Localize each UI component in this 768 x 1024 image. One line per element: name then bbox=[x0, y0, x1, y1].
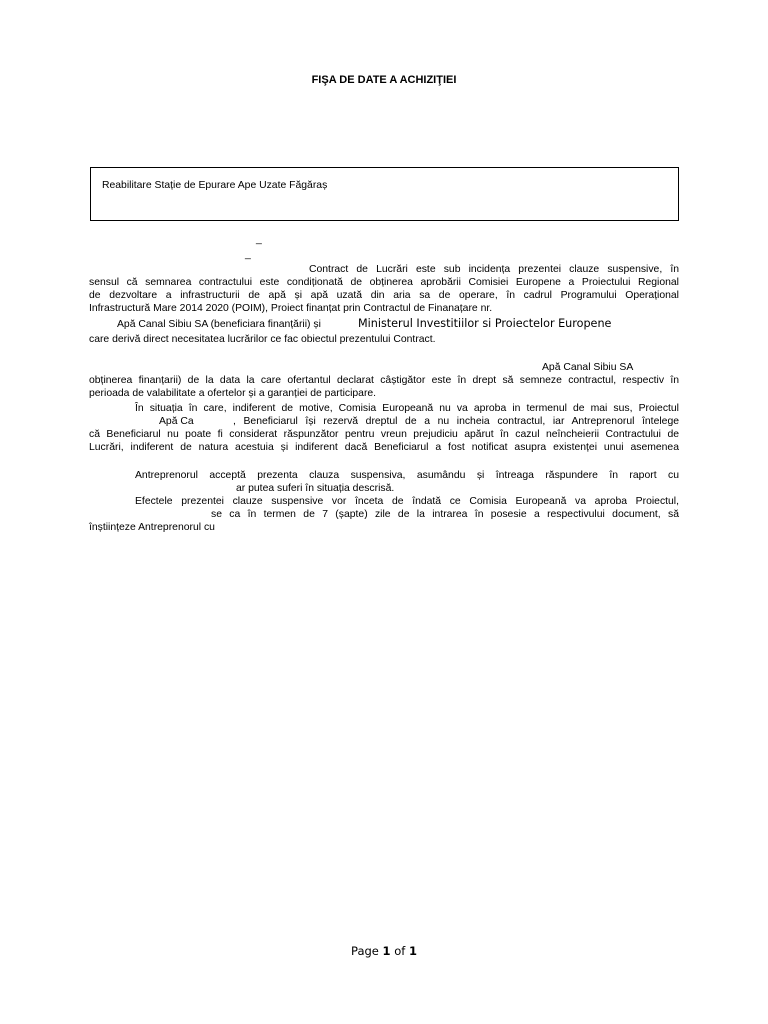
text-line-4: Infrastructură Mare 2014 2020 (POIM), Proiect finanțat prin Contractul de Finanațare nr. bbox=[89, 303, 493, 314]
text-line-8: obținerea finanțarii) de la data la care ofertantul declarat câștigător este în drept să semneze contractul, respectiv în bbox=[89, 375, 679, 386]
text-line-11b: , Beneficiarul își rezervă dreptul de a nu incheia contractul, iar Antreprenorul întelege bbox=[233, 416, 679, 427]
footer-page-number: 1 bbox=[382, 944, 391, 958]
text-line-18: înștiințeze Antreprenorul cu bbox=[89, 522, 215, 533]
page-title: FIŞA DE DATE A ACHIZIŢIEI bbox=[311, 74, 457, 86]
text-line-15: ar putea suferi în situația descrisă. bbox=[236, 483, 395, 494]
text-line-6: care derivă direct necesitatea lucrărilor ce fac obiectul prezentului Contract. bbox=[89, 334, 436, 345]
text-line-3: de dezvoltare a infrastructurii de apă și apă uzată din aria sa de operare, în cadrul Programului Operațional bbox=[89, 290, 679, 301]
beneficiary-name: Apă Canal Sibiu SA bbox=[542, 362, 634, 373]
footer-of-word: of bbox=[394, 944, 406, 958]
text-line-9: perioada de valabilitate a ofertelor și a garanției de participare. bbox=[89, 388, 377, 399]
blank-dash-1: _ bbox=[256, 234, 262, 245]
footer-page-word: Page bbox=[351, 944, 379, 958]
text-line-13: Lucrări, indiferent de natura acestuia și indiferent dacă Beneficiarul a fost notificat asupra existenței unui asemenea bbox=[89, 442, 679, 453]
blank-dash-2: _ bbox=[245, 249, 251, 260]
text-line-16: Efectele prezentei clauze suspensive vor înceta de îndată ce Comisia Europeană va aproba Proiectul, bbox=[135, 496, 679, 507]
text-line-2: sensul că semnarea contractului este condiționată de obținerea aprobării Comisiei Europene a Proiectului Regional bbox=[89, 277, 679, 288]
text-line-1: Contract de Lucrări este sub incidența prezentei clauze suspensive, în bbox=[309, 264, 679, 275]
text-line-17: se ca în termen de 7 (șapte) zile de la intrarea în posesie a respectivului document, să bbox=[211, 509, 679, 520]
text-line-5: Apă Canal Sibiu SA (beneficiara finanțării) și bbox=[117, 319, 321, 330]
ministry-name: Ministerul Investitiilor si Proiectelor Europene bbox=[358, 317, 612, 330]
project-name-box bbox=[90, 167, 679, 221]
text-line-10: În situația în care, indiferent de motive, Comisia Europeană nu va aproba in termenul de mai sus, Proiectul bbox=[135, 403, 679, 414]
project-name-text: Reabilitare Stație de Epurare Ape Uzate Făgăraș bbox=[102, 180, 328, 191]
page-footer bbox=[0, 944, 768, 958]
text-line-11a: Apă Ca bbox=[159, 416, 194, 427]
text-line-14: Antreprenorul acceptă prezenta clauza suspensiva, asumându și întreaga răspundere în raport cu bbox=[135, 470, 679, 481]
footer-page-total: 1 bbox=[408, 944, 417, 958]
text-line-12: că Beneficiarul nu poate fi considerat răspunzător pentru vreun prejudiciu apărut în cazul neîncheierii Contractului de bbox=[89, 429, 679, 440]
